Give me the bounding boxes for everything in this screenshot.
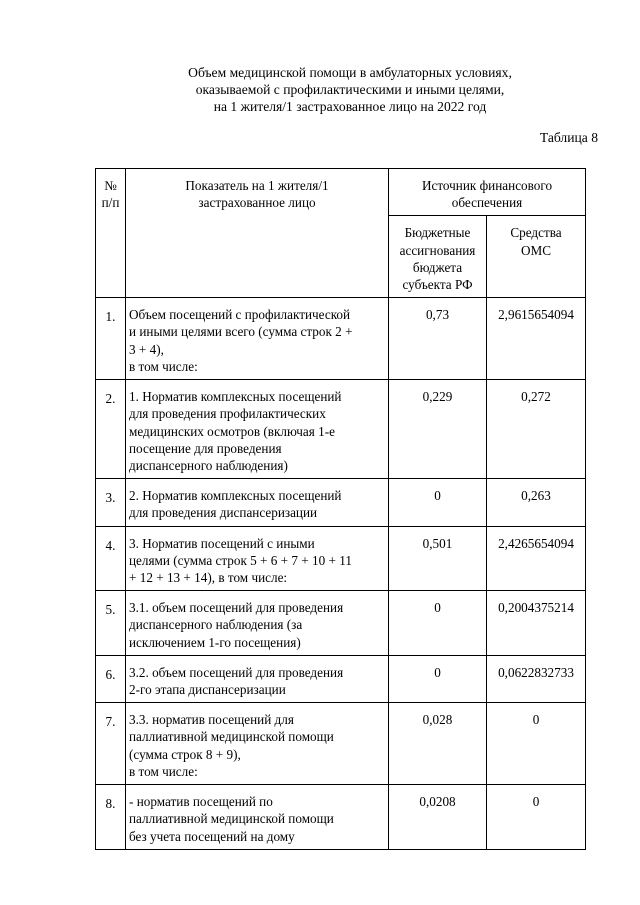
row-indicator: 3.3. норматив посещений для паллиативной медицинской помощи (сумма строк 8 + 9), в том числе: (126, 703, 389, 785)
table-row (96, 298, 586, 380)
row-number: 5. (96, 591, 126, 656)
row-oms-value: 0,272 (487, 380, 586, 479)
row-number: 6. (96, 655, 126, 702)
header-oms: Средства ОМС (487, 216, 586, 298)
row-number: 3. (96, 479, 126, 526)
title-line-3: на 1 жителя/1 застрахованное лицо на 2022 год (213, 99, 487, 114)
row-number: 4. (96, 526, 126, 591)
row-number: 7. (96, 703, 126, 785)
table-row (96, 479, 586, 526)
table-row (96, 591, 586, 656)
row-indicator: Объем посещений с профилактической и иными целями всего (сумма строк 2 + 3 + 4), в том числе: (126, 298, 389, 380)
row-number: 8. (96, 785, 126, 850)
row-number: 2. (96, 380, 126, 479)
header-row (96, 169, 586, 216)
row-oms-value: 0,263 (487, 479, 586, 526)
row-indicator: - норматив посещений по паллиативной медицинской помощи без учета посещений на дому (126, 785, 389, 850)
row-oms-value: 0 (487, 785, 586, 850)
header-num: № п/п (96, 169, 126, 298)
table-row (96, 526, 586, 591)
table-row (96, 785, 586, 850)
row-budget-value: 0,0208 (389, 785, 487, 850)
row-budget-value: 0,028 (389, 703, 487, 785)
row-indicator: 2. Норматив комплексных посещений для проведения диспансеризации (126, 479, 389, 526)
document-title (0, 64, 640, 115)
row-budget-value: 0,229 (389, 380, 487, 479)
row-budget-value: 0,73 (389, 298, 487, 380)
row-indicator: 3. Норматив посещений с иными целями (сумма строк 5 + 6 + 7 + 10 + 11 + 12 + 13 + 14), в том числе: (126, 526, 389, 591)
row-budget-value: 0 (389, 591, 487, 656)
row-budget-value: 0 (389, 655, 487, 702)
row-indicator: 1. Норматив комплексных посещений для проведения профилактических медицинских осмотров (включая 1-е посещение для проведения диспансерного наблюдения) (126, 380, 389, 479)
row-oms-value: 0,2004375214 (487, 591, 586, 656)
table-row (96, 380, 586, 479)
title-line-2: оказываемой с профилактическими и иными целями, (195, 82, 505, 97)
row-number: 1. (96, 298, 126, 380)
volume-table (95, 168, 586, 850)
row-oms-value: 0 (487, 703, 586, 785)
row-budget-value: 0,501 (389, 526, 487, 591)
table-label: Таблица 8 (539, 130, 598, 145)
row-indicator: 3.2. объем посещений для проведения 2-го этапа диспансеризации (126, 655, 389, 702)
row-oms-value: 2,4265654094 (487, 526, 586, 591)
title-line-1: Объем медицинской помощи в амбулаторных условиях, (188, 65, 512, 80)
row-oms-value: 0,0622832733 (487, 655, 586, 702)
row-indicator: 3.1. объем посещений для проведения диспансерного наблюдения (за исключением 1-го посещения) (126, 591, 389, 656)
row-budget-value: 0 (389, 479, 487, 526)
row-oms-value: 2,9615654094 (487, 298, 586, 380)
header-indicator: Показатель на 1 жителя/1 застрахованное лицо (126, 169, 389, 298)
header-budget: Бюджетные ассигнования бюджета субъекта РФ (389, 216, 487, 298)
header-source: Источник финансового обеспечения (389, 169, 586, 216)
table-row (96, 655, 586, 702)
table-row (96, 703, 586, 785)
